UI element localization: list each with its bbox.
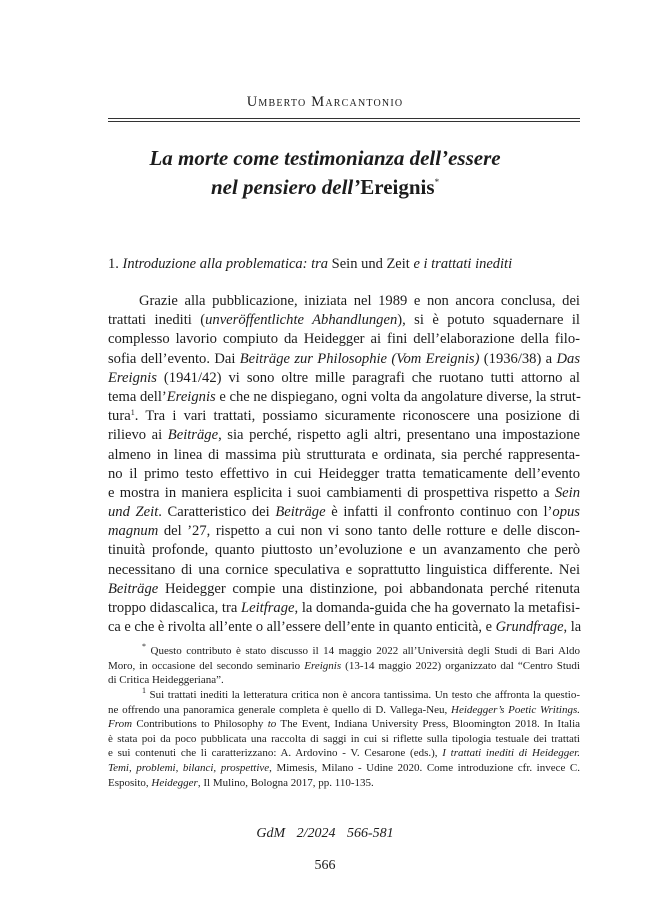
section-number: 1. [108, 256, 123, 272]
footnote-italic: to [267, 718, 277, 731]
article-title-line-2 [0, 170, 650, 199]
footnote-line [108, 644, 580, 659]
body-line [108, 618, 580, 637]
body-line [108, 330, 580, 349]
body-text: complesso lavorio compiuto da Heidegger ai fini dell’elaborazione della filo- [108, 331, 580, 348]
body-text: (1941/42) vi sono oltre mille paragrafi che ruotano tutti attorno al [156, 369, 580, 386]
running-header-author: Umberto Marcantonio [246, 94, 404, 110]
body-line [108, 580, 580, 599]
footnote-line [108, 732, 580, 747]
footnote-mark: 1 [142, 686, 146, 695]
body-line [108, 426, 580, 445]
footnote-italic: Temi, problemi, bilanci, prospettive [108, 761, 270, 774]
body-italic: opus [552, 504, 580, 521]
footnote-1 [108, 688, 580, 790]
section-title-part: Introduzione alla problematica: tra [122, 256, 332, 272]
section-heading [108, 255, 580, 274]
body-text: e che ne dispiegano, ogni volta da angolature diverse, la strut- [215, 388, 581, 405]
body-text: almeno in linea di massima più strutturata e ordinata, sia perché rappresenta- [108, 446, 580, 463]
footnote-text: di Critica Heideggeriana”. [108, 674, 224, 687]
section-title-part: e i trattati inediti [409, 256, 513, 272]
body-italic: unveröffentlichte Abhandlungen [205, 312, 398, 329]
body-line [108, 311, 580, 330]
body-line [108, 407, 580, 426]
body-text: è infatti il confronto continuo con l’ [325, 504, 553, 521]
footnote-text: Moro, in occasione del secondo seminario [108, 659, 305, 672]
footnote-line [108, 761, 580, 776]
footnote-line [108, 746, 580, 761]
footnote-text: Questo contributo è stato discusso il 14 maggio 2022 all’Università degli Studi di Bari Aldo [146, 645, 580, 657]
body-italic: Ereignis [166, 388, 216, 405]
body-line [108, 388, 580, 407]
footnote-line [108, 717, 580, 732]
title-term-ereignis: Ereignis [360, 175, 435, 199]
body-line [108, 446, 580, 465]
body-paragraph [108, 292, 580, 637]
article-title-line-1 [0, 146, 650, 170]
body-line [108, 484, 580, 503]
footnote-text: Esposito, [108, 776, 152, 789]
body-text: , la domanda-guida che ha governato la metafisi- [294, 600, 580, 616]
footnote-text: e sui contenuti che li caratterizzano: A. Ardovino - V. Cesarone (eds.), [108, 747, 443, 760]
body-italic: Sein [554, 484, 580, 501]
footnote-text: è stata poi da poco pubblicata una raccolta di saggi in cui si riflette sulla tipologia testuale dei trattati [108, 732, 580, 745]
footnote-line [108, 688, 580, 703]
body-line [108, 465, 580, 484]
section-title-work: Sein und Zeit [331, 256, 410, 272]
footnote-line [108, 659, 580, 674]
body-line [108, 561, 580, 580]
body-text: sofia dell’evento. Dai [108, 350, 240, 367]
body-text: Heidegger compie una distinzione, poi abbandonata perché ritenuta [158, 580, 580, 597]
body-text: Grazie alla pubblicazione, iniziata nel 1989 e non ancora conclusa, dei [139, 293, 580, 309]
footnote-italic: I trattati inediti di Heidegger. [442, 747, 580, 760]
body-text: , la [563, 619, 582, 636]
body-text: (1936/38) a [479, 350, 557, 367]
body-line [108, 503, 580, 522]
body-text: del ’27, rispetto a cui non vi sono tanto delle rotture e delle discon- [158, 523, 580, 540]
journal-citation [0, 826, 650, 842]
footnote-text: ne offrendo una panoramica generale completa è quello di D. Vallega-Neu, [108, 703, 452, 716]
footnote-text: The Event, Indiana University Press, Bloomington 2018. In Italia [276, 718, 581, 731]
page-number: 566 [314, 858, 336, 873]
journal-issue: GdM 2/2024 [256, 826, 336, 841]
footnote-text: , Il Mulino, Bologna 2017, pp. 110-135. [197, 776, 374, 789]
body-text: tema dell’ [108, 388, 167, 405]
body-italic: magnum [108, 523, 159, 540]
footnote-star [108, 644, 580, 688]
body-italic: Beiträge [167, 427, 219, 444]
body-line [108, 599, 580, 618]
body-italic: Beiträge [275, 504, 326, 521]
title-text-1: La morte come testimonianza dell’essere [149, 146, 501, 170]
body-text: e mostra in maniera esplicita i suoi cambiamenti di prospettiva rispetto a [108, 484, 555, 501]
body-line [108, 292, 580, 311]
body-text: troppo didascalica, tra [108, 600, 241, 616]
body-text: trattati inediti ( [108, 312, 206, 329]
body-line [108, 541, 580, 560]
footnote-line [108, 673, 580, 688]
footnote-text: Sui trattati inediti la letteratura critica non è ancora tantissima. Un testo che affronta la questio- [146, 689, 580, 701]
body-italic: und Zeit [108, 504, 159, 521]
footnote-text: Contributions to Philosophy [132, 718, 268, 731]
title-text-2: nel pensiero dell’ [210, 175, 361, 199]
body-italic: Leitfrage [241, 600, 295, 616]
body-line [108, 522, 580, 541]
body-text: . Caratteristico dei [158, 504, 276, 521]
body-italic: Ereignis [108, 369, 157, 386]
title-footnote-mark: * [434, 177, 440, 187]
body-italic: Beiträge zur Philosophie (Vom Ereignis) [239, 350, 480, 367]
body-text: , sia perché, rispetto agli altri, presentano una impostazione [218, 427, 580, 444]
body-text: tura [108, 408, 131, 425]
header-rule-bottom [108, 121, 580, 122]
body-text: tinuità profonde, quanto piuttosto un’evoluzione e un avanzamento che però [108, 542, 580, 559]
body-italic: Das [556, 350, 580, 367]
footnote-mark: * [142, 642, 146, 651]
footnote-italic: Heidegger’s Poetic Writings. [451, 703, 580, 716]
body-italic: Beiträge [108, 580, 159, 597]
body-line [108, 350, 580, 369]
body-text: rilievo ai [108, 427, 168, 444]
footnote-italic: Ereignis [304, 659, 342, 672]
footnote-text: (13-14 maggio 2022) organizzato dal “Centro Studi [341, 659, 580, 672]
footnote-ref-1: 1 [130, 408, 135, 418]
body-text: ca e che è rivolta all’ente o all’essere dell’ente in quanto enticità, e [108, 619, 496, 636]
body-text: . Tra i vari trattati, possiamo sicuramente riconoscere una posizione di [134, 408, 580, 425]
footnote-italic: From [108, 718, 133, 731]
body-italic: Grundfrage [495, 619, 564, 636]
body-text: necessitano di una cornice speculativa e soprattutto linguistica differente. Nei [108, 561, 580, 578]
footnote-line [108, 776, 580, 791]
footnote-text: , Mimesis, Milano - Udine 2020. Come introduzione cfr. invece C. [269, 761, 580, 774]
body-text: ), si è potuto squadernare il [397, 312, 580, 329]
body-line [108, 369, 580, 388]
body-text: no il primo testo effettivo in cui Heidegger tratta tematicamente dell’evento [108, 465, 580, 482]
footnote-line [108, 703, 580, 718]
header-rule-top [108, 118, 580, 119]
journal-page-range: 566-581 [347, 826, 394, 841]
footnote-italic: Heidegger [151, 776, 198, 789]
